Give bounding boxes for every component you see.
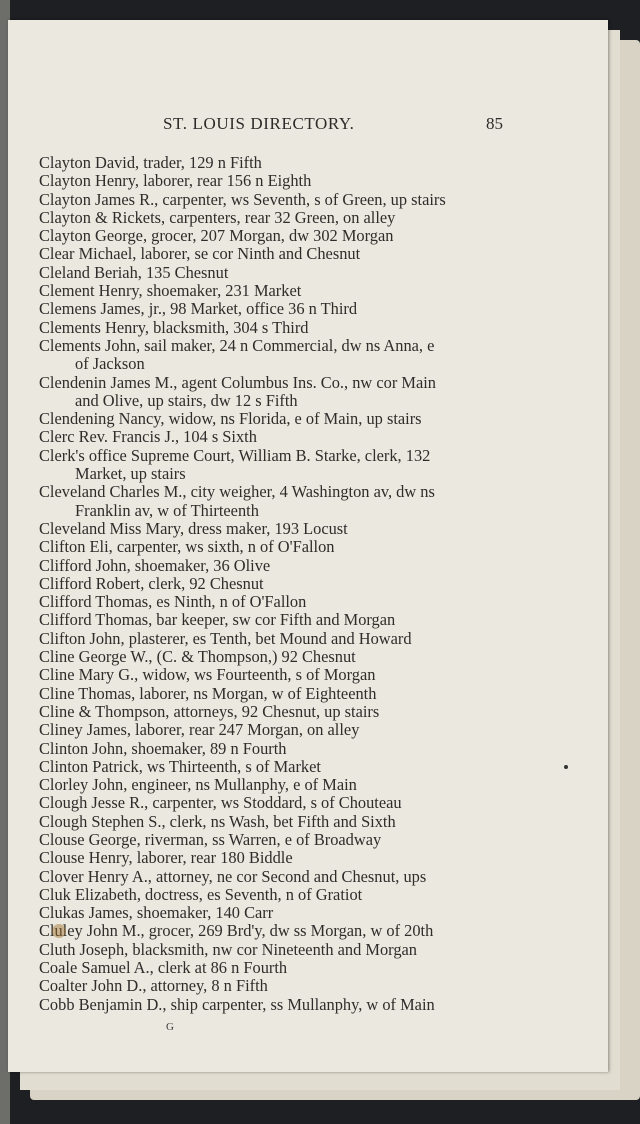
entry-text: Clukas James, shoemaker, 140 Carr (39, 903, 274, 923)
directory-entry (39, 337, 609, 374)
entry-continuation: and Olive, up stairs, dw 12 s Fifth (75, 390, 298, 410)
entry-text: Clouse George, riverman, ss Warren, e of Broadway (39, 829, 382, 849)
entry-text: Cleveland Charles M., city weigher, 4 Washington av, dw ns (39, 482, 435, 502)
directory-entry (39, 922, 609, 940)
page-title: ST. LOUIS DIRECTORY. (163, 114, 355, 133)
entry-text: Clover Henry A., attorney, ne cor Second and Chesnut, ups (39, 866, 427, 886)
directory-entry (39, 721, 609, 739)
directory-entry (39, 264, 609, 282)
entry-text: Cluley John M., grocer, 269 Brd'y, dw ss Morgan, w of 20th (39, 921, 434, 941)
directory-entry (39, 300, 609, 318)
entry-text: Cline Thomas, laborer, ns Morgan, w of Eighteenth (39, 683, 377, 703)
entry-text: Clinton John, shoemaker, 89 n Fourth (39, 738, 287, 758)
entry-text: Clayton George, grocer, 207 Morgan, dw 302 Morgan (39, 226, 394, 246)
entry-text: Cline George W., (C. & Thompson,) 92 Chesnut (39, 647, 356, 667)
directory-entry (39, 977, 609, 995)
directory-entry (39, 685, 609, 703)
directory-entry (39, 410, 609, 428)
directory-entry (39, 630, 609, 648)
entry-text: Clifford Robert, clerk, 92 Chesnut (39, 573, 264, 593)
entry-continuation: Market, up stairs (75, 464, 186, 484)
directory-entry (39, 538, 609, 556)
ink-speck (564, 765, 568, 769)
entry-text: Cleveland Miss Mary, dress maker, 193 Locust (39, 518, 348, 538)
entry-text: Clough Stephen S., clerk, ns Wash, bet Fifth and Sixth (39, 811, 396, 831)
entry-text: Cleland Beriah, 135 Chesnut (39, 262, 229, 282)
directory-entry (39, 959, 609, 977)
entry-text: Coale Samuel A., clerk at 86 n Fourth (39, 958, 288, 978)
entry-text: Clorley John, engineer, ns Mullanphy, e of Main (39, 775, 357, 795)
directory-entry (39, 557, 609, 575)
entry-text: Clendenin James M., agent Columbus Ins. Co., nw cor Main (39, 372, 436, 392)
directory-entry (39, 191, 609, 209)
entry-text: Clifton John, plasterer, es Tenth, bet Mound and Howard (39, 628, 412, 648)
entry-text: Clemens James, jr., 98 Market, office 36 n Third (39, 299, 358, 319)
entry-text: Clayton David, trader, 129 n Fifth (39, 153, 262, 172)
directory-page (8, 20, 608, 1072)
directory-entry (39, 813, 609, 831)
entry-text: Clendening Nancy, widow, ns Florida, e of Main, up stairs (39, 409, 422, 429)
entry-text: Clayton & Rickets, carpenters, rear 32 Green, on alley (39, 207, 396, 227)
directory-entry (39, 831, 609, 849)
entry-text: Clements Henry, blacksmith, 304 s Third (39, 317, 309, 337)
page-header (8, 114, 608, 136)
directory-entry (39, 996, 609, 1014)
directory-entry (39, 593, 609, 611)
entry-text: Clerk's office Supreme Court, William B. Starke, clerk, 132 (39, 445, 431, 465)
directory-entry (39, 666, 609, 684)
directory-entry (39, 941, 609, 959)
entry-text: Cluk Elizabeth, doctress, es Seventh, n of Gratiot (39, 884, 363, 904)
entry-text: Clement Henry, shoemaker, 231 Market (39, 281, 302, 301)
directory-entry (39, 483, 609, 520)
directory-entries (39, 154, 609, 1014)
directory-entry (39, 428, 609, 446)
entry-text: Clough Jesse R., carpenter, ws Stoddard, s of Chouteau (39, 793, 402, 813)
entry-text: Cluth Joseph, blacksmith, nw cor Nineteenth and Morgan (39, 939, 417, 959)
entry-text: Clayton James R., carpenter, ws Seventh, s of Green, up stairs (39, 189, 446, 209)
directory-entry (39, 794, 609, 812)
entry-text: Cline & Thompson, attorneys, 92 Chesnut, up stairs (39, 701, 380, 721)
directory-entry (39, 245, 609, 263)
entry-text: Clouse Henry, laborer, rear 180 Biddle (39, 848, 293, 868)
directory-entry (39, 611, 609, 629)
entry-text: Clements John, sail maker, 24 n Commercial, dw ns Anna, e (39, 335, 435, 355)
entry-text: Clerc Rev. Francis J., 104 s Sixth (39, 427, 257, 447)
entry-text: Clifford Thomas, es Ninth, n of O'Fallon (39, 592, 307, 612)
page-number: 85 (486, 114, 503, 133)
entry-text: Cline Mary G., widow, ws Fourteenth, s of Morgan (39, 665, 376, 685)
directory-entry (39, 227, 609, 245)
directory-entry (39, 282, 609, 300)
directory-entry (39, 904, 609, 922)
entry-text: Clifton Eli, carpenter, ws sixth, n of O'Fallon (39, 537, 335, 557)
directory-entry (39, 154, 609, 172)
directory-entry (39, 520, 609, 538)
directory-entry (39, 374, 609, 411)
entry-text: Cobb Benjamin D., ship carpenter, ss Mullanphy, w of Main (39, 994, 435, 1014)
entry-text: Clinton Patrick, ws Thirteenth, s of Market (39, 756, 321, 776)
entry-text: Coalter John D., attorney, 8 n Fifth (39, 976, 268, 996)
directory-entry (39, 868, 609, 886)
directory-entry (39, 575, 609, 593)
entry-continuation: of Jackson (75, 354, 145, 374)
directory-entry (39, 319, 609, 337)
entry-text: Clear Michael, laborer, se cor Ninth and Chesnut (39, 244, 361, 264)
directory-entry (39, 849, 609, 867)
directory-entry (39, 776, 609, 794)
directory-entry (39, 886, 609, 904)
directory-entry (39, 703, 609, 721)
entry-continuation: Franklin av, w of Thirteenth (75, 500, 259, 520)
directory-entry (39, 172, 609, 190)
entry-text: Clayton Henry, laborer, rear 156 n Eighth (39, 171, 312, 191)
directory-entry (39, 648, 609, 666)
signature-mark: G (166, 1021, 174, 1033)
directory-entry (39, 740, 609, 758)
directory-entry (39, 758, 609, 776)
entry-text: Cliney James, laborer, rear 247 Morgan, on alley (39, 720, 360, 740)
entry-text: Clifford John, shoemaker, 36 Olive (39, 555, 271, 575)
directory-entry (39, 209, 609, 227)
ink-stain (52, 924, 66, 938)
entry-text: Clifford Thomas, bar keeper, sw cor Fifth and Morgan (39, 610, 396, 630)
directory-entry (39, 447, 609, 484)
